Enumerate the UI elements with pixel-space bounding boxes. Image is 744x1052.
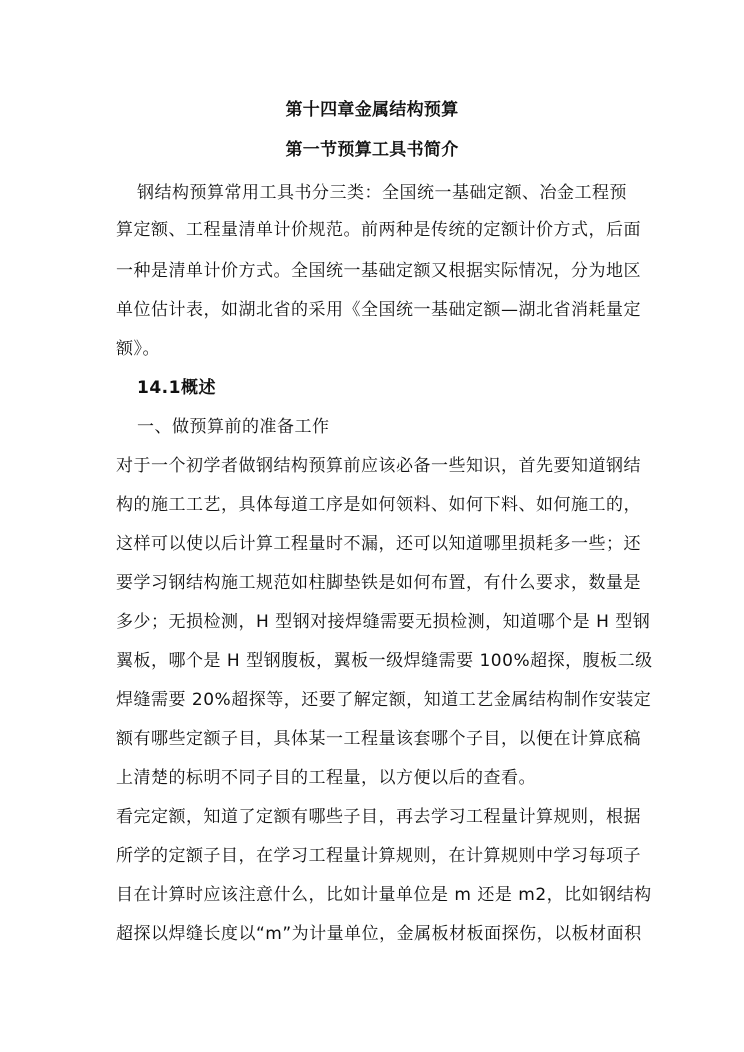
paragraph-line: 要学习钢结构施工规范如柱脚垫铁是如何布置，有什么要求，数量是 (116, 573, 641, 593)
paragraph-line: 上清楚的标明不同子目的工程量，以方便以后的查看。 (116, 768, 536, 788)
section-title: 第一节预算工具书简介 (285, 140, 459, 160)
paragraph-line: 构的施工工艺，具体每道工序是如何领料、如何下料、如何施工的， (116, 495, 641, 515)
item-heading: 一、做预算前的准备工作 (137, 417, 330, 437)
chapter-title: 第十四章金属结构预算 (285, 100, 459, 120)
intro-line: 单位估计表，如湖北省的采用《全国统一基础定额—湖北省消耗量定 (116, 300, 641, 320)
paragraph-line: 对于一个初学者做钢结构预算前应该必备一些知识，首先要知道钢结 (116, 456, 641, 476)
paragraph-line: 翼板，哪个是 H 型钢腹板，翼板一级焊缝需要 100%超探，腹板二级 (116, 651, 653, 671)
intro-line: 一种是清单计价方式。全国统一基础定额又根据实际情况，分为地区 (116, 261, 641, 281)
subsection-heading: 14.1概述 (137, 378, 216, 398)
paragraph-line: 多少；无损检测，H 型钢对接焊缝需要无损检测，知道哪个是 H 型钢 (116, 612, 651, 632)
paragraph-line: 目在计算时应该注意什么，比如计量单位是 m 还是 m2，比如钢结构 (116, 885, 652, 905)
intro-line: 额》。 (116, 339, 160, 359)
paragraph-line: 额有哪些定额子目，具体某一工程量该套哪个子目，以便在计算底稿 (116, 729, 641, 749)
intro-line: 算定额、工程量清单计价规范。前两种是传统的定额计价方式，后面 (116, 220, 641, 240)
paragraph-line: 所学的定额子目，在学习工程量计算规则，在计算规则中学习每项子 (116, 846, 641, 866)
paragraph-line: 焊缝需要 20%超探等，还要了解定额，知道工艺金属结构制作安装定 (116, 690, 652, 710)
paragraph-line: 超探以焊缝长度以“m”为计量单位，金属板材板面探伤，以板材面积 (116, 924, 642, 944)
paragraph-line: 这样可以使以后计算工程量时不漏，还可以知道哪里损耗多一些；还 (116, 534, 641, 554)
paragraph-line: 看完定额，知道了定额有哪些子目，再去学习工程量计算规则，根据 (116, 807, 641, 827)
intro-line: 钢结构预算常用工具书分三类：全国统一基础定额、冶金工程预 (137, 183, 627, 203)
